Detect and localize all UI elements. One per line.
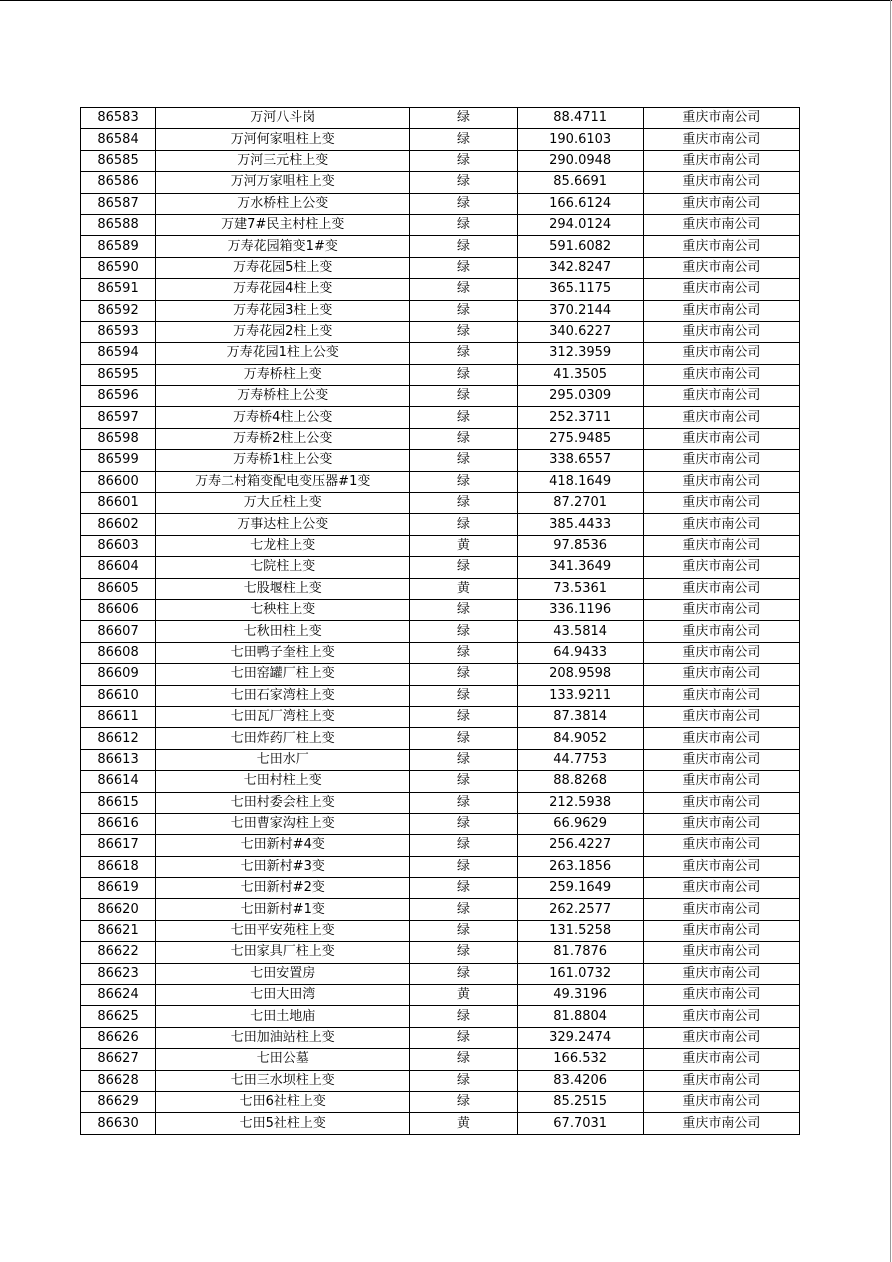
cell-id: 86593 (81, 321, 156, 342)
cell-org: 重庆市南公司 (643, 321, 799, 342)
cell-name: 万水桥柱上公变 (156, 193, 410, 214)
cell-level: 绿 (410, 321, 517, 342)
cell-value: 44.7753 (517, 749, 643, 770)
cell-value: 64.9433 (517, 642, 643, 663)
cell-org: 重庆市南公司 (643, 386, 799, 407)
cell-level: 绿 (410, 664, 517, 685)
cell-level: 绿 (410, 514, 517, 535)
cell-id: 86609 (81, 664, 156, 685)
cell-name: 万寿桥1柱上公变 (156, 450, 410, 471)
cell-level: 绿 (410, 108, 517, 129)
cell-name: 七龙柱上变 (156, 535, 410, 556)
cell-level: 绿 (410, 150, 517, 171)
page-right-border (890, 0, 891, 1262)
cell-name: 七田新村#3变 (156, 856, 410, 877)
table-row (81, 257, 800, 278)
cell-value: 85.2515 (517, 1091, 643, 1112)
cell-name: 万寿桥4柱上公变 (156, 407, 410, 428)
cell-name: 万寿花园箱变1#变 (156, 236, 410, 257)
cell-org: 重庆市南公司 (643, 621, 799, 642)
cell-level: 绿 (410, 728, 517, 749)
cell-id: 86604 (81, 557, 156, 578)
cell-id: 86606 (81, 599, 156, 620)
table-row (81, 514, 800, 535)
cell-level: 绿 (410, 920, 517, 941)
cell-level: 黄 (410, 1113, 517, 1134)
cell-org: 重庆市南公司 (643, 300, 799, 321)
cell-id: 86595 (81, 364, 156, 385)
cell-name: 万事达柱上公变 (156, 514, 410, 535)
cell-org: 重庆市南公司 (643, 578, 799, 599)
table-row (81, 642, 800, 663)
cell-org: 重庆市南公司 (643, 364, 799, 385)
cell-org: 重庆市南公司 (643, 878, 799, 899)
cell-value: 342.8247 (517, 257, 643, 278)
cell-value: 252.3711 (517, 407, 643, 428)
cell-value: 418.1649 (517, 471, 643, 492)
table-row (81, 471, 800, 492)
table-row (81, 193, 800, 214)
cell-name: 七田5社柱上变 (156, 1113, 410, 1134)
cell-org: 重庆市南公司 (643, 728, 799, 749)
table-body (81, 108, 800, 1135)
cell-id: 86596 (81, 386, 156, 407)
cell-org: 重庆市南公司 (643, 685, 799, 706)
cell-name: 七田三水坝柱上变 (156, 1070, 410, 1091)
cell-value: 81.7876 (517, 942, 643, 963)
cell-level: 绿 (410, 343, 517, 364)
cell-id: 86598 (81, 428, 156, 449)
cell-level: 黄 (410, 985, 517, 1006)
cell-org: 重庆市南公司 (643, 407, 799, 428)
cell-level: 绿 (410, 599, 517, 620)
cell-org: 重庆市南公司 (643, 706, 799, 727)
table-row (81, 835, 800, 856)
cell-id: 86616 (81, 813, 156, 834)
cell-value: 259.1649 (517, 878, 643, 899)
cell-value: 340.6227 (517, 321, 643, 342)
cell-name: 七田新村#4变 (156, 835, 410, 856)
cell-org: 重庆市南公司 (643, 599, 799, 620)
cell-level: 绿 (410, 899, 517, 920)
cell-level: 绿 (410, 450, 517, 471)
cell-level: 绿 (410, 557, 517, 578)
cell-value: 67.7031 (517, 1113, 643, 1134)
cell-value: 43.5814 (517, 621, 643, 642)
table-row (81, 279, 800, 300)
cell-value: 262.2577 (517, 899, 643, 920)
table-row (81, 343, 800, 364)
cell-level: 绿 (410, 835, 517, 856)
cell-org: 重庆市南公司 (643, 450, 799, 471)
table-row (81, 813, 800, 834)
cell-org: 重庆市南公司 (643, 535, 799, 556)
cell-level: 绿 (410, 621, 517, 642)
cell-id: 86621 (81, 920, 156, 941)
table-row (81, 1006, 800, 1027)
cell-name: 七田平安苑柱上变 (156, 920, 410, 941)
cell-value: 87.3814 (517, 706, 643, 727)
cell-name: 七田加油站柱上变 (156, 1027, 410, 1048)
cell-value: 256.4227 (517, 835, 643, 856)
cell-id: 86588 (81, 214, 156, 235)
table-row (81, 878, 800, 899)
cell-value: 263.1856 (517, 856, 643, 877)
table-row (81, 108, 800, 129)
cell-id: 86607 (81, 621, 156, 642)
cell-name: 万河八斗岗 (156, 108, 410, 129)
cell-org: 重庆市南公司 (643, 557, 799, 578)
cell-level: 绿 (410, 642, 517, 663)
cell-id: 86626 (81, 1027, 156, 1048)
cell-id: 86629 (81, 1091, 156, 1112)
cell-value: 275.9485 (517, 428, 643, 449)
cell-value: 85.6691 (517, 172, 643, 193)
cell-id: 86617 (81, 835, 156, 856)
cell-value: 81.8804 (517, 1006, 643, 1027)
cell-value: 591.6082 (517, 236, 643, 257)
cell-org: 重庆市南公司 (643, 493, 799, 514)
cell-org: 重庆市南公司 (643, 920, 799, 941)
cell-value: 190.6103 (517, 129, 643, 150)
cell-id: 86585 (81, 150, 156, 171)
cell-id: 86587 (81, 193, 156, 214)
cell-id: 86630 (81, 1113, 156, 1134)
cell-id: 86594 (81, 343, 156, 364)
cell-name: 七田石家湾柱上变 (156, 685, 410, 706)
cell-org: 重庆市南公司 (643, 150, 799, 171)
cell-value: 341.3649 (517, 557, 643, 578)
cell-org: 重庆市南公司 (643, 1006, 799, 1027)
cell-id: 86620 (81, 899, 156, 920)
cell-org: 重庆市南公司 (643, 193, 799, 214)
cell-id: 86608 (81, 642, 156, 663)
table-row (81, 792, 800, 813)
table-row (81, 942, 800, 963)
cell-level: 绿 (410, 813, 517, 834)
cell-org: 重庆市南公司 (643, 985, 799, 1006)
cell-value: 97.8536 (517, 535, 643, 556)
cell-value: 385.4433 (517, 514, 643, 535)
cell-id: 86584 (81, 129, 156, 150)
cell-id: 86602 (81, 514, 156, 535)
table-row (81, 493, 800, 514)
cell-name: 七田村柱上变 (156, 771, 410, 792)
cell-value: 133.9211 (517, 685, 643, 706)
cell-org: 重庆市南公司 (643, 813, 799, 834)
table-row (81, 535, 800, 556)
cell-name: 万寿桥柱上公变 (156, 386, 410, 407)
cell-org: 重庆市南公司 (643, 1049, 799, 1070)
cell-id: 86600 (81, 471, 156, 492)
cell-value: 49.3196 (517, 985, 643, 1006)
cell-name: 七田村委会柱上变 (156, 792, 410, 813)
cell-name: 万寿花园5柱上变 (156, 257, 410, 278)
cell-name: 七股堰柱上变 (156, 578, 410, 599)
table-row (81, 1070, 800, 1091)
cell-org: 重庆市南公司 (643, 664, 799, 685)
cell-level: 绿 (410, 279, 517, 300)
cell-name: 七田家具厂柱上变 (156, 942, 410, 963)
cell-name: 七田新村#2变 (156, 878, 410, 899)
cell-value: 212.5938 (517, 792, 643, 813)
cell-level: 绿 (410, 214, 517, 235)
cell-id: 86591 (81, 279, 156, 300)
cell-org: 重庆市南公司 (643, 835, 799, 856)
cell-name: 七秋田柱上变 (156, 621, 410, 642)
cell-name: 万河三元柱上变 (156, 150, 410, 171)
table-row (81, 557, 800, 578)
cell-level: 黄 (410, 535, 517, 556)
cell-id: 86601 (81, 493, 156, 514)
cell-level: 绿 (410, 129, 517, 150)
cell-id: 86624 (81, 985, 156, 1006)
table-row (81, 450, 800, 471)
cell-id: 86583 (81, 108, 156, 129)
cell-id: 86619 (81, 878, 156, 899)
cell-id: 86589 (81, 236, 156, 257)
cell-level: 绿 (410, 685, 517, 706)
cell-name: 七田新村#1变 (156, 899, 410, 920)
table-row (81, 1027, 800, 1048)
cell-level: 绿 (410, 386, 517, 407)
cell-id: 86612 (81, 728, 156, 749)
cell-name: 七田鸭子奎柱上变 (156, 642, 410, 663)
cell-value: 336.1196 (517, 599, 643, 620)
cell-value: 295.0309 (517, 386, 643, 407)
cell-name: 七田6社柱上变 (156, 1091, 410, 1112)
cell-level: 绿 (410, 856, 517, 877)
cell-id: 86610 (81, 685, 156, 706)
cell-name: 七田水厂 (156, 749, 410, 770)
cell-id: 86603 (81, 535, 156, 556)
cell-value: 73.5361 (517, 578, 643, 599)
cell-name: 七田曹家沟柱上变 (156, 813, 410, 834)
cell-value: 294.0124 (517, 214, 643, 235)
table-row (81, 963, 800, 984)
cell-level: 绿 (410, 1070, 517, 1091)
cell-value: 131.5258 (517, 920, 643, 941)
table-row (81, 706, 800, 727)
cell-value: 166.532 (517, 1049, 643, 1070)
cell-id: 86586 (81, 172, 156, 193)
cell-name: 七秧柱上变 (156, 599, 410, 620)
cell-id: 86615 (81, 792, 156, 813)
cell-org: 重庆市南公司 (643, 514, 799, 535)
cell-level: 绿 (410, 792, 517, 813)
cell-id: 86625 (81, 1006, 156, 1027)
cell-level: 黄 (410, 578, 517, 599)
cell-level: 绿 (410, 257, 517, 278)
table-row (81, 129, 800, 150)
cell-org: 重庆市南公司 (643, 471, 799, 492)
table-row (81, 985, 800, 1006)
cell-org: 重庆市南公司 (643, 172, 799, 193)
cell-id: 86592 (81, 300, 156, 321)
cell-name: 万寿花园1柱上公变 (156, 343, 410, 364)
cell-level: 绿 (410, 193, 517, 214)
cell-value: 166.6124 (517, 193, 643, 214)
cell-org: 重庆市南公司 (643, 771, 799, 792)
cell-level: 绿 (410, 300, 517, 321)
cell-name: 七田窑罐厂柱上变 (156, 664, 410, 685)
cell-level: 绿 (410, 1006, 517, 1027)
cell-org: 重庆市南公司 (643, 236, 799, 257)
table-row (81, 1113, 800, 1134)
table-row (81, 236, 800, 257)
cell-level: 绿 (410, 878, 517, 899)
cell-value: 338.6557 (517, 450, 643, 471)
table-row (81, 578, 800, 599)
cell-level: 绿 (410, 1049, 517, 1070)
cell-level: 绿 (410, 963, 517, 984)
table-row (81, 920, 800, 941)
cell-org: 重庆市南公司 (643, 108, 799, 129)
cell-id: 86627 (81, 1049, 156, 1070)
table-row (81, 172, 800, 193)
cell-org: 重庆市南公司 (643, 856, 799, 877)
cell-name: 万河万家咀柱上变 (156, 172, 410, 193)
cell-id: 86605 (81, 578, 156, 599)
cell-name: 万寿桥柱上变 (156, 364, 410, 385)
cell-org: 重庆市南公司 (643, 1091, 799, 1112)
cell-value: 365.1175 (517, 279, 643, 300)
cell-org: 重庆市南公司 (643, 279, 799, 300)
cell-org: 重庆市南公司 (643, 792, 799, 813)
cell-level: 绿 (410, 471, 517, 492)
cell-id: 86599 (81, 450, 156, 471)
cell-name: 七田瓦厂湾柱上变 (156, 706, 410, 727)
cell-org: 重庆市南公司 (643, 942, 799, 963)
cell-level: 绿 (410, 749, 517, 770)
cell-level: 绿 (410, 493, 517, 514)
cell-value: 83.4206 (517, 1070, 643, 1091)
cell-id: 86597 (81, 407, 156, 428)
table-row (81, 386, 800, 407)
cell-org: 重庆市南公司 (643, 214, 799, 235)
cell-org: 重庆市南公司 (643, 428, 799, 449)
cell-level: 绿 (410, 771, 517, 792)
cell-name: 万建7#民主村柱上变 (156, 214, 410, 235)
cell-id: 86613 (81, 749, 156, 770)
cell-id: 86623 (81, 963, 156, 984)
cell-id: 86614 (81, 771, 156, 792)
cell-org: 重庆市南公司 (643, 1070, 799, 1091)
cell-name: 万大丘柱上变 (156, 493, 410, 514)
table-row (81, 899, 800, 920)
table-row (81, 150, 800, 171)
table-row (81, 685, 800, 706)
cell-value: 329.2474 (517, 1027, 643, 1048)
cell-name: 万寿二村箱变配电变压器#1变 (156, 471, 410, 492)
cell-name: 万寿花园3柱上变 (156, 300, 410, 321)
table-row (81, 1049, 800, 1070)
cell-name: 七田土地庙 (156, 1006, 410, 1027)
cell-level: 绿 (410, 236, 517, 257)
cell-org: 重庆市南公司 (643, 257, 799, 278)
cell-value: 88.8268 (517, 771, 643, 792)
table-row (81, 364, 800, 385)
cell-org: 重庆市南公司 (643, 749, 799, 770)
cell-id: 86622 (81, 942, 156, 963)
cell-name: 七田公墓 (156, 1049, 410, 1070)
cell-name: 七田炸药厂柱上变 (156, 728, 410, 749)
cell-value: 41.3505 (517, 364, 643, 385)
cell-org: 重庆市南公司 (643, 129, 799, 150)
table-row (81, 321, 800, 342)
cell-name: 七田安置房 (156, 963, 410, 984)
cell-value: 161.0732 (517, 963, 643, 984)
table-row (81, 728, 800, 749)
cell-value: 66.9629 (517, 813, 643, 834)
table-row (81, 749, 800, 770)
table-row (81, 599, 800, 620)
cell-value: 87.2701 (517, 493, 643, 514)
table-row (81, 856, 800, 877)
table-row (81, 621, 800, 642)
cell-org: 重庆市南公司 (643, 343, 799, 364)
cell-value: 84.9052 (517, 728, 643, 749)
transformer-table (80, 107, 800, 1135)
cell-value: 370.2144 (517, 300, 643, 321)
cell-id: 86628 (81, 1070, 156, 1091)
table-row (81, 407, 800, 428)
cell-level: 绿 (410, 706, 517, 727)
table-row (81, 1091, 800, 1112)
cell-org: 重庆市南公司 (643, 963, 799, 984)
cell-name: 万寿桥2柱上公变 (156, 428, 410, 449)
cell-org: 重庆市南公司 (643, 642, 799, 663)
cell-level: 绿 (410, 407, 517, 428)
cell-id: 86590 (81, 257, 156, 278)
cell-value: 88.4711 (517, 108, 643, 129)
cell-level: 绿 (410, 428, 517, 449)
cell-id: 86611 (81, 706, 156, 727)
cell-org: 重庆市南公司 (643, 899, 799, 920)
cell-name: 万寿花园4柱上变 (156, 279, 410, 300)
table-row (81, 771, 800, 792)
cell-level: 绿 (410, 1027, 517, 1048)
cell-level: 绿 (410, 364, 517, 385)
cell-id: 86618 (81, 856, 156, 877)
cell-org: 重庆市南公司 (643, 1113, 799, 1134)
cell-value: 290.0948 (517, 150, 643, 171)
cell-org: 重庆市南公司 (643, 1027, 799, 1048)
table-row (81, 300, 800, 321)
cell-name: 万寿花园2柱上变 (156, 321, 410, 342)
cell-name: 万河何家咀柱上变 (156, 129, 410, 150)
page-top-border (0, 0, 892, 1)
cell-name: 七院柱上变 (156, 557, 410, 578)
cell-name: 七田大田湾 (156, 985, 410, 1006)
table-row (81, 428, 800, 449)
cell-value: 312.3959 (517, 343, 643, 364)
table-row (81, 214, 800, 235)
table-row (81, 664, 800, 685)
cell-level: 绿 (410, 1091, 517, 1112)
cell-value: 208.9598 (517, 664, 643, 685)
cell-level: 绿 (410, 942, 517, 963)
cell-level: 绿 (410, 172, 517, 193)
